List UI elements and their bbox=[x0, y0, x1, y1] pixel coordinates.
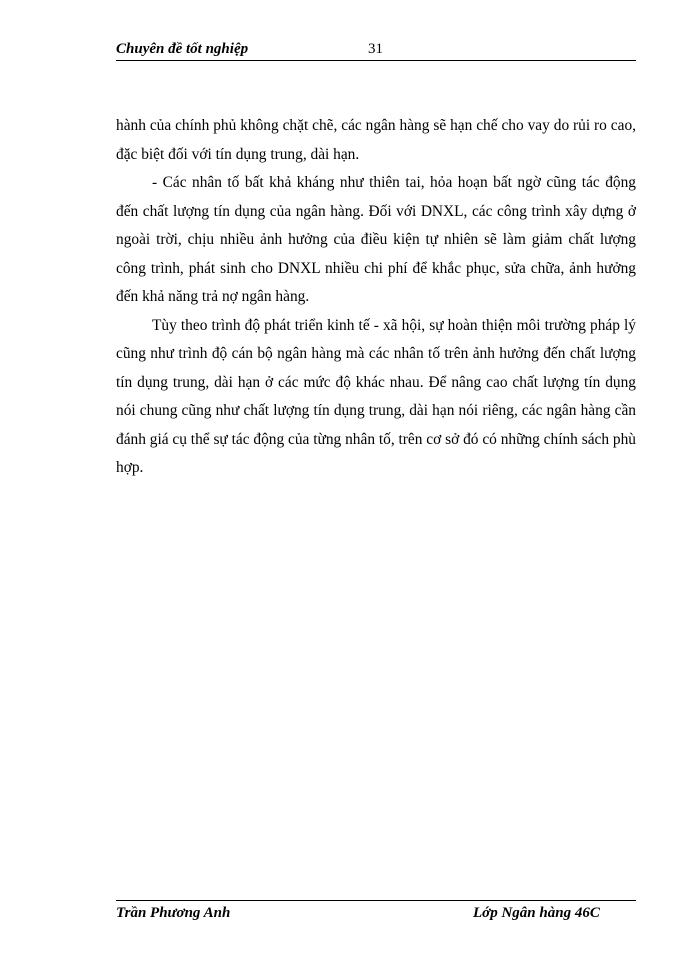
page-footer bbox=[116, 900, 636, 923]
body-text bbox=[116, 112, 636, 483]
document-title: Chuyên đề tốt nghiệp bbox=[116, 41, 249, 57]
page-header bbox=[116, 40, 636, 61]
footer-class: Lớp Ngân hàng 46C bbox=[473, 905, 600, 921]
paragraph-1: hành của chính phủ không chặt chẽ, các ngân hàng sẽ hạn chế cho vay do rủi ro cao, đặc biệt đối với tín dụng trung, dài hạn. bbox=[116, 117, 636, 163]
page-number: 31 bbox=[368, 41, 383, 57]
paragraph-3: Tùy theo trình độ phát triển kinh tế - xã hội, sự hoàn thiện môi trường pháp lý cũng như trình độ cán bộ ngân hàng mà các nhân tố trên ảnh hưởng đến chất lượng tín dụng trung, dài hạn ở các mức độ khác nhau. Để nâng cao chất lượng tín dụng nói chung cũng như chất lượng tín dụng trung, dài hạn nói riêng, các ngân hàng cần đánh giá cụ thể sự tác động của từng nhân tố, trên cơ sở đó có những chính sách phù hợp. bbox=[116, 316, 636, 476]
paragraph-2: - Các nhân tố bất khả kháng như thiên tai, hỏa hoạn bất ngờ cũng tác động đến chất lượng tín dụng của ngân hàng. Đối với DNXL, các công trình xây dựng ở ngoài trời, chịu nhiều ảnh hưởng của điều kiện tự nhiên sẽ làm giảm chất lượng công trình, phát sinh cho DNXL nhiều chi phí để khắc phục, sửa chữa, ảnh hưởng đến khả năng trả nợ ngân hàng. bbox=[116, 174, 636, 305]
footer-author: Trần Phương Anh bbox=[116, 905, 231, 921]
